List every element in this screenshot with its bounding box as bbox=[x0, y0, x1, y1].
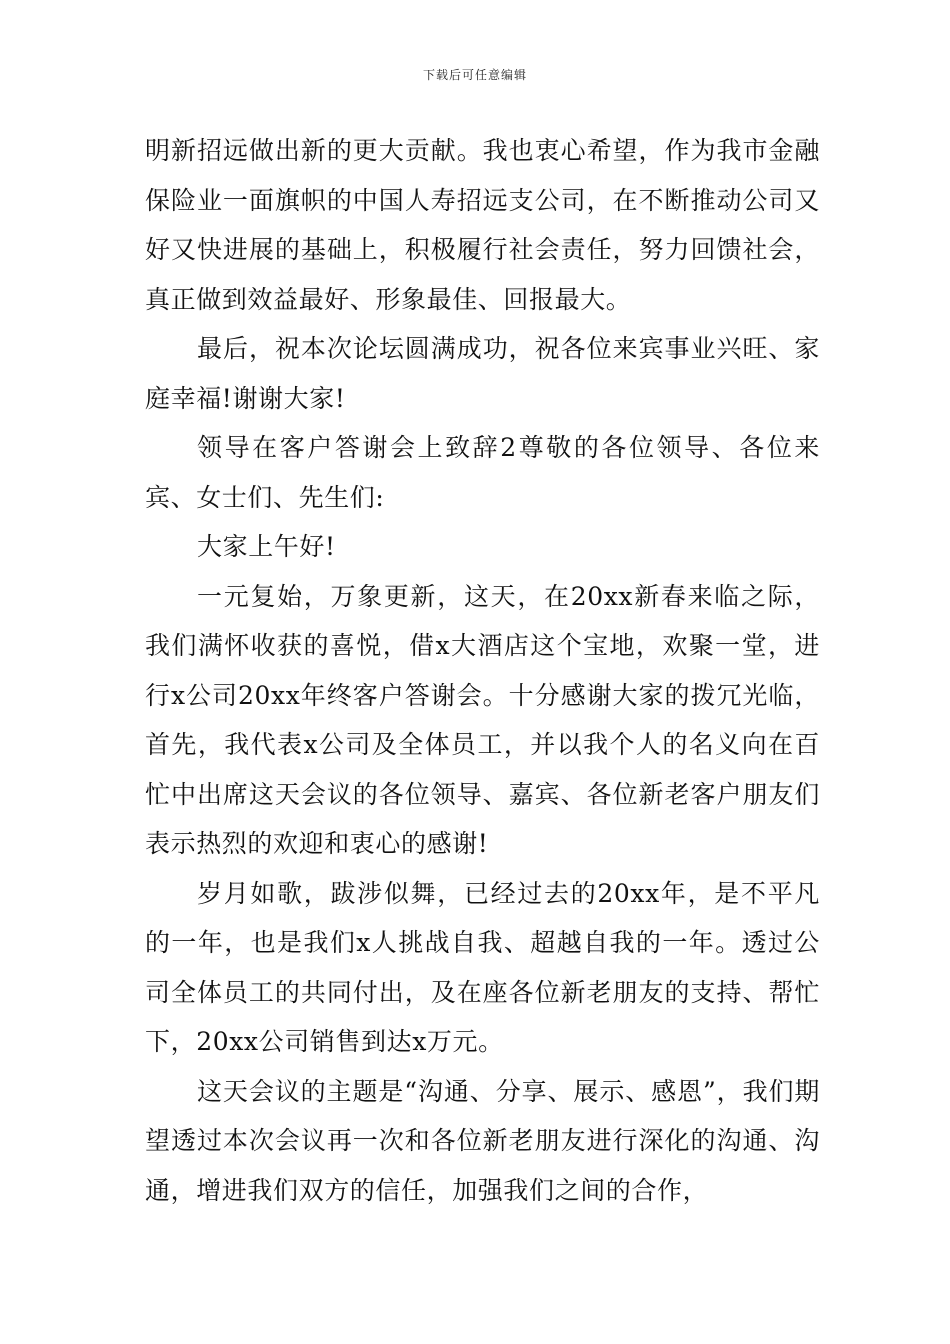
paragraph-3: 领导在客户答谢会上致辞2尊敬的各位领导、各位来宾、女士们、先生们: bbox=[145, 433, 820, 512]
paragraph-2: 最后，祝本次论坛圆满成功，祝各位来宾事业兴旺、家庭幸福!谢谢大家! bbox=[145, 334, 820, 413]
header-note: 下载后可任意编辑 bbox=[422, 68, 527, 82]
document-body bbox=[145, 126, 820, 1215]
paragraph-6: 岁月如歌，跋涉似舞，已经过去的20xx年，是不平凡的一年，也是我们x人挑战自我、超越自我的一年。透过公司全体员工的共同付出，及在座各位新老朋友的支持、帮忙下，20xx公司销售到达x万元。 bbox=[145, 878, 820, 1056]
paragraph-4: 大家上午好! bbox=[197, 532, 336, 561]
paragraph-5: 一元复始，万象更新，这天，在20xx新春来临之际，我们满怀收获的喜悦，借x大酒店这个宝地，欢聚一堂，进行x公司20xx年终客户答谢会。十分感谢大家的拨冗光临，首先，我代表x公司及全体员工，并以我个人的名义向在百忙中出席这天会议的各位领导、嘉宾、各位新老客户朋友们表示热烈的欢迎和衷心的感谢! bbox=[145, 581, 820, 858]
paragraph-1: 明新招远做出新的更大贡献。我也衷心希望，作为我市金融保险业一面旗帜的中国人寿招远支公司，在不断推动公司又好又快进展的基础上，积极履行社会责任，努力回馈社会，真正做到效益最好、形象最佳、回报最大。 bbox=[145, 136, 820, 314]
paragraph-7: 这天会议的主题是“沟通、分享、展示、感恩”，我们期望透过本次会议再一次和各位新老朋友进行深化的沟通、沟通，增进我们双方的信任，加强我们之间的合作， bbox=[145, 1076, 820, 1205]
